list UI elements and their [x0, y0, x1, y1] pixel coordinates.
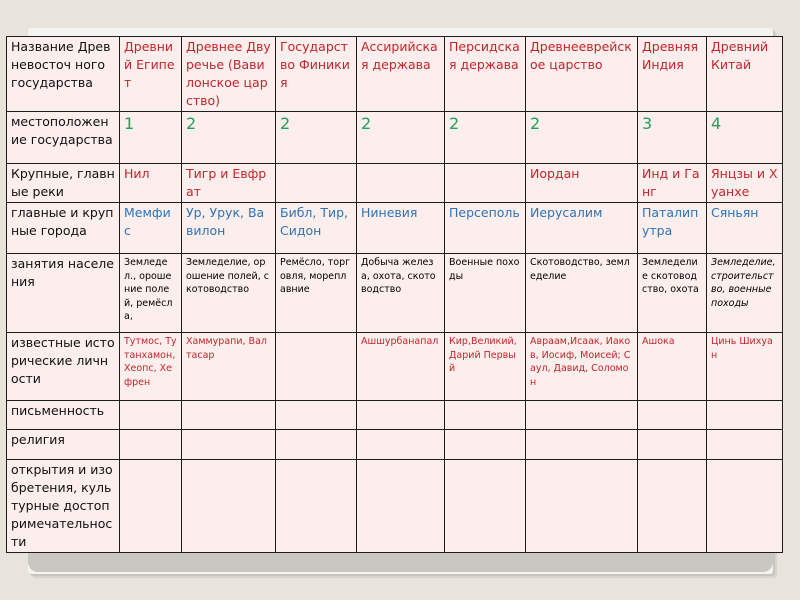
- table-cell: 2: [445, 112, 526, 164]
- table-row: [7, 430, 783, 460]
- table-cell: [445, 401, 526, 430]
- table-cell: Цинь Шихуан: [707, 333, 783, 401]
- table-cell: [638, 460, 707, 553]
- table-cell: Добыча железа, охота, скотоводство: [357, 254, 445, 333]
- table-row: [7, 460, 783, 553]
- header-cell: Персидская держава: [445, 37, 526, 112]
- table-cell: [182, 430, 276, 460]
- table-cell: [638, 401, 707, 430]
- table-cell: Земледелие, строительство, военные походы: [707, 254, 783, 333]
- table-cell: Библ, Тир, Сидон: [276, 203, 357, 254]
- table-cell: Мемфис: [120, 203, 182, 254]
- table-cell: [526, 430, 638, 460]
- table-cell: Военные походы: [445, 254, 526, 333]
- row-label: известные исторические личности: [7, 333, 120, 401]
- table-cell: Иерусалим: [526, 203, 638, 254]
- table-cell: 2: [182, 112, 276, 164]
- row-label: занятия населения: [7, 254, 120, 333]
- row-label: местоположение государства: [7, 112, 120, 164]
- row-label: открытия и изобретения, культурные достопримечательности: [7, 460, 120, 553]
- table-cell: Ниневия: [357, 203, 445, 254]
- table-cell: Хаммурапи, Валтасар: [182, 333, 276, 401]
- table-cell: 2: [276, 112, 357, 164]
- table-cell: Инд и Ганг: [638, 164, 707, 203]
- table-cell: [445, 430, 526, 460]
- table-cell: [357, 164, 445, 203]
- header-cell: Название Древневосточ ного государства: [7, 37, 120, 112]
- table-cell: Сяньян: [707, 203, 783, 254]
- table-cell: [182, 401, 276, 430]
- table-cell: 1: [120, 112, 182, 164]
- table-cell: [276, 430, 357, 460]
- table-cell: Земледелие, орошение полей, скотоводство: [182, 254, 276, 333]
- table-cell: [445, 164, 526, 203]
- table-cell: [276, 164, 357, 203]
- table-cell: Скотоводство, земледелие: [526, 254, 638, 333]
- table-cell: [120, 401, 182, 430]
- table-cell: [638, 430, 707, 460]
- table-row: [7, 203, 783, 254]
- table-row: [7, 254, 783, 333]
- table-cell: Ур, Урук, Вавилон: [182, 203, 276, 254]
- table-cell: 3: [638, 112, 707, 164]
- header-row: [7, 37, 783, 112]
- table-cell: Ашока: [638, 333, 707, 401]
- table-cell: 2: [357, 112, 445, 164]
- table-cell: Нил: [120, 164, 182, 203]
- table-cell: [120, 460, 182, 553]
- table-cell: [276, 333, 357, 401]
- ancient-states-table: [6, 36, 783, 553]
- header-cell: Древнееврейское царство: [526, 37, 638, 112]
- header-cell: Древнее Двуречье (Вавилонское царство): [182, 37, 276, 112]
- table-cell: [357, 430, 445, 460]
- table-cell: Иордан: [526, 164, 638, 203]
- table-cell: Авраам,Исаак, Иаков, Иосиф, Моисей; Саул, Давид, Соломон: [526, 333, 638, 401]
- row-label: письменность: [7, 401, 120, 430]
- table-cell: [526, 460, 638, 553]
- header-cell: Государство Финикия: [276, 37, 357, 112]
- table-cell: Тутмос, Тутанхамон, Хеопс, Хефрен: [120, 333, 182, 401]
- table-cell: [707, 401, 783, 430]
- table-cell: 2: [526, 112, 638, 164]
- table-cell: Паталипутра: [638, 203, 707, 254]
- header-cell: Древний Китай: [707, 37, 783, 112]
- table-row: [7, 112, 783, 164]
- table-row: [7, 333, 783, 401]
- table-row: [7, 164, 783, 203]
- table-cell: Земледелие скотоводство, охота: [638, 254, 707, 333]
- header-cell: Древний Египет: [120, 37, 182, 112]
- table-cell: [707, 460, 783, 553]
- table-cell: [357, 401, 445, 430]
- table-cell: Тигр и Евфрат: [182, 164, 276, 203]
- table-row: [7, 401, 783, 430]
- table-cell: Земледел., орошение полей, ремёсла,: [120, 254, 182, 333]
- table-cell: [445, 460, 526, 553]
- table-cell: Янцзы и Хуанхе: [707, 164, 783, 203]
- row-label: Крупные, главные реки: [7, 164, 120, 203]
- table-cell: [357, 460, 445, 553]
- header-cell: Древняя Индия: [638, 37, 707, 112]
- table-cell: Ремёсло, торговля, мореплавние: [276, 254, 357, 333]
- table-cell: [276, 401, 357, 430]
- table-cell: [182, 460, 276, 553]
- table-cell: Ашшурбанапал: [357, 333, 445, 401]
- header-cell: Ассирийская держава: [357, 37, 445, 112]
- table-cell: 4: [707, 112, 783, 164]
- row-label: главные и крупные города: [7, 203, 120, 254]
- table-cell: [276, 460, 357, 553]
- row-label: религия: [7, 430, 120, 460]
- table-cell: Кир,Великий, Дарий Первый: [445, 333, 526, 401]
- table-cell: Персеполь: [445, 203, 526, 254]
- table-cell: [707, 430, 783, 460]
- table-cell: [526, 401, 638, 430]
- table-cell: [120, 430, 182, 460]
